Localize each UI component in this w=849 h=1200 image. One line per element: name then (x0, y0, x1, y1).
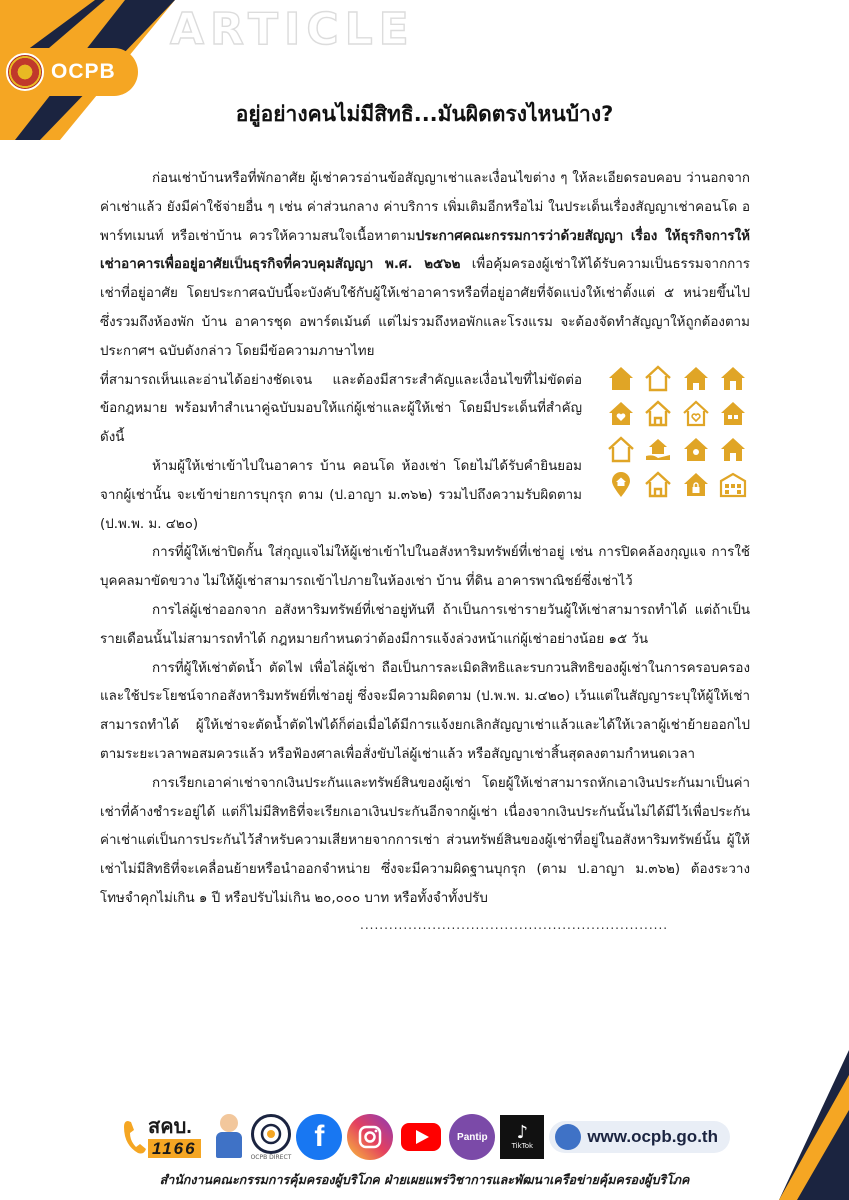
house-heart-icon (603, 397, 639, 431)
article-title: อยู่อย่างคนไม่มีสิทธิ...มันผิดตรงไหนบ้าง? (235, 102, 614, 126)
article-body (100, 165, 750, 914)
ocpb-logo[interactable] (0, 48, 138, 96)
ocpb-direct-label: OCPB DIRECT (250, 1153, 292, 1161)
phone-icon (122, 1117, 148, 1157)
globe-icon (555, 1124, 581, 1150)
building-outline-icon (716, 468, 752, 502)
house-outline-icon (641, 468, 677, 502)
hotline-label: สคบ. (148, 1115, 192, 1138)
house-icon (716, 432, 752, 466)
hotline-number: 1166 (148, 1139, 201, 1158)
house-lock-icon (678, 468, 714, 502)
footer-links (122, 1110, 730, 1164)
pantip-label: Pantip (457, 1131, 488, 1143)
footer-caption: สำนักงานคณะกรรมการคุ้มครองผู้บริโภค ฝ่ายเผยแพร่วิชาการและพัฒนาเครือข่ายคุ้มครองผู้บริโภค (159, 1172, 690, 1187)
house-icon (678, 361, 714, 395)
youtube-icon[interactable] (398, 1114, 444, 1160)
ocpb-direct-icon (251, 1114, 291, 1154)
tiktok-label: TikTok (511, 1142, 534, 1150)
paragraph-eviction: การไล่ผู้เช่าออกจาก อสังหาริมทรัพย์ที่เช่าอยู่ทันที ถ้าเป็นการเช่ารายวันผู้ให้เช่าสามารถทำได้ แต่ถ้าเป็นรายเดือนนั้นไม่สามารถทำได้ กฎหมายกำหนดว่าต้องมีการแจ้งล่วงหน้าแก่ผู้เช่าอย่างน้อย ๑๕ วัน (100, 602, 750, 647)
house-hand-icon (641, 432, 677, 466)
mascot-icon (212, 1114, 246, 1160)
house-outline-icon (603, 432, 639, 466)
instagram-icon[interactable] (347, 1114, 393, 1160)
hotline-1166[interactable] (122, 1117, 201, 1158)
location-pin-icon (603, 468, 639, 502)
house-outline-icon (641, 397, 677, 431)
logo-text: OCPB (51, 60, 116, 83)
intro-text-a: ก่อนเช่าบ้านหรือที่พักอาศัย ผู้เช่าควรอ่านข้อสัญญาเช่าและเงื่อนไขต่าง ๆ ให้ละเอียดรอบคอบ ว่านอกจากค่าเช่าแล้ว ยังมีค่าใช้จ่ายอื่น ๆ เช่น ค่าส่วนกลาง ค่าบริการ เพิ่มเติมอีกหรือไม่ ในประเด็นเรื่องสัญญาเช่าคอนโด อพาร์ทเมนท์ หรือเช่าบ้าน ควรให้ความสนใจเนื้อหาตาม (100, 171, 750, 244)
house-icons-illustration (603, 361, 751, 501)
house-icon (678, 432, 714, 466)
website-link[interactable] (549, 1121, 730, 1153)
paragraph-lockout: การที่ผู้ให้เช่าปิดกั้น ใส่กุญแจไม่ให้ผู้เช่าเข้าไปในอสังหาริมทรัพย์ที่เช่าอยู่ เช่น การปิดคล้องกุญแจ การใช้บุคคลมาขัดขวาง ไม่ให้ผู้เช่าสามารถเข้าไปภายในห้องเช่า บ้าน ที่ดิน อาคารพาณิชย์ซึ่งเช่าไว้ (100, 545, 750, 590)
end-separator: ................................................................ (360, 918, 669, 932)
paragraph-trespass: ห้ามผู้ให้เช่าเข้าไปในอาคาร บ้าน คอนโด ห้องเช่า โดยไม่ได้รับคำยินยอมจากผู้เช่านั้น จะเข้าข่ายการบุกรุก ตาม (ป.อาญา ม.๓๖๒) รวมไปถึงความรับผิดตาม (ป.พ.พ. ม. ๔๒๐) (100, 458, 582, 532)
house-icon (716, 397, 752, 431)
house-icon (716, 361, 752, 395)
tiktok-icon[interactable]: ♪ TikTok (500, 1115, 544, 1159)
ocpb-direct-link[interactable] (251, 1114, 292, 1161)
ocpb-seal-icon (6, 53, 44, 91)
paragraph-intro (100, 165, 750, 367)
paragraph-intro-cont: ที่สามารถเห็นและอ่านได้อย่างชัดเจน และต้องมีสาระสำคัญและเงื่อนไขที่ไม่ขัดต่อข้อกฎหมาย พร้อมทำสำเนาคู่ฉบับมอบให้แก่ผู้เช่าและผู้ให้เช่า โดยมีประเด็นที่สำคัญดังนี้ (100, 372, 582, 446)
pantip-icon[interactable] (449, 1114, 495, 1160)
house-outline-icon (641, 361, 677, 395)
house-icon (603, 361, 639, 395)
article-watermark: ARTICLE (170, 4, 415, 55)
facebook-icon[interactable]: f (296, 1114, 342, 1160)
intro-text-b: เพื่อคุ้มครองผู้เช่าให้ได้รับความเป็นธรรมจากการเช่าที่อยู่อาศัย โดยประกาศฉบับนี้จะบังคับใช้กับผู้ให้เช่าอาคารหรือที่อยู่อาศัยที่จัดแบ่งให้เช่าตั้งแต่ ๕ หน่วยขึ้นไป ซึ่งรวมถึงห้องพัก บ้าน อาคารชุด อพาร์ตเม้นต์ แต่ไม่รวมถึงหอพักและโรงแรม จะต้องจัดทำสัญญาให้ถูกต้องตามประกาศฯ ฉบับดังกล่าว โดยมีข้อความภาษาไทย (100, 257, 751, 359)
house-heart-outline-icon (678, 397, 714, 431)
intro-bold-reference: ประกาศคณะกรรมการว่าด้วยสัญญา เรื่อง ให้ธุรกิจการให้เช่าอาคารเพื่ออยู่อาศัยเป็นธุรกิจที่ควบคุมสัญญา พ.ศ. ๒๕๖๒ (100, 228, 750, 273)
website-url: www.ocpb.go.th (587, 1127, 718, 1146)
paragraph-deposit: การเรียกเอาค่าเช่าจากเงินประกันและทรัพย์สินของผู้เช่า โดยผู้ให้เช่าสามารถหักเอาเงินประกันมาเป็นค่าเช่าที่ค้างชำระอยู่ได้ แต่ก็ไม่มีสิทธิที่จะเรียกเอาเงินประกันอีกจากผู้เช่า เนื่องจากเงินประกันนั้นไม่ได้มีไว้เพื่อประกันค่าเช่าแต่เป็นการประกันไว้สำหรับความเสียหายจากการเช่า ส่วนทรัพย์สินของผู้เช่าที่อยู่ในอสังหาริมทรัพย์นั้น ผู้ให้เช่าไม่มีสิทธิที่จะเคลื่อนย้ายหรือนำออกจำหน่าย ซึ่งจะมีความผิดฐานบุกรุก (ตาม ป.อาญา ม.๓๖๒) ต้องระวางโทษจำคุกไม่เกิน ๑ ปี หรือปรับไม่เกิน ๒๐,๐๐๐ บาท หรือทั้งจำทั้งปรับ (100, 775, 750, 906)
paragraph-utilities: การที่ผู้ให้เช่าตัดน้ำ ตัดไฟ เพื่อไล่ผู้เช่า ถือเป็นการละเมิดสิทธิและรบกวนสิทธิของผู้เช่าในการครอบครองและใช้ประโยชน์จากอสังหาริมทรัพย์ที่เช่าอยู่ ซึ่งจะมีความผิดตาม (ป.พ.พ. ม.๔๒๐) เว้นแต่ในสัญญาระบุให้ผู้ให้เช่าสามารถทำได้ ผู้ให้เช่าจะตัดน้ำตัดไฟได้ก็ต่อเมื่อได้มีการแจ้งยกเลิกสัญญาเช่าแล้วและได้ให้เวลาผู้เช่าย้ายออกไปตามระยะเวลาพอสมควรแล้ว หรือฟ้องศาลเพื่อสั่งขับไล่ผู้เช่าแล้ว หรือสัญญาเช่าสิ้นสุดลงตามกำหนดเวลา (100, 660, 750, 762)
